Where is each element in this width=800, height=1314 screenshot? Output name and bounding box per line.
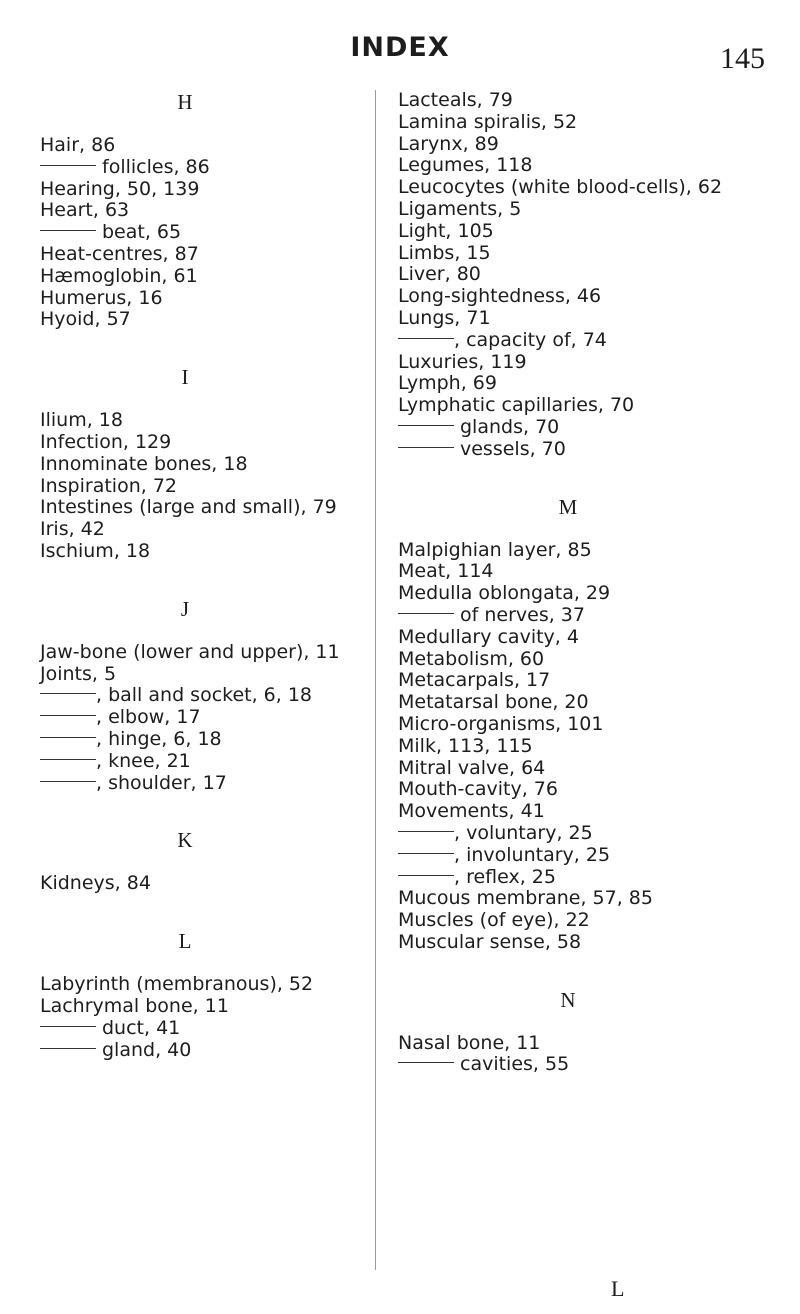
entry-text: Lamina spiralis, 52 xyxy=(398,110,578,133)
signature-mark: L xyxy=(611,1276,625,1301)
section-letter: N xyxy=(560,987,576,1012)
index-entry xyxy=(398,932,788,954)
entry-text: gland, 40 xyxy=(102,1038,192,1061)
entry-text: Micro-organisms, 101 xyxy=(398,712,604,735)
entry-text: , shoulder, 17 xyxy=(96,771,227,794)
ditto-dash xyxy=(40,1026,96,1027)
index-entry xyxy=(398,649,788,671)
section-letter: K xyxy=(177,828,193,853)
index-entry xyxy=(40,135,370,157)
index-subentry xyxy=(398,330,788,352)
entry-text: duct, 41 xyxy=(102,1016,181,1039)
section-letter: J xyxy=(180,596,190,621)
index-subentry xyxy=(40,751,370,773)
index-entry xyxy=(398,758,788,780)
entry-text: Iris, 42 xyxy=(40,518,105,541)
entry-text: Ischium, 18 xyxy=(40,539,151,562)
entry-text: Mucous membrane, 57, 85 xyxy=(398,887,653,910)
ditto-dash xyxy=(40,715,96,716)
entry-text: , hinge, 6, 18 xyxy=(96,727,222,750)
section-letter: L xyxy=(178,929,192,954)
entry-text: Liver, 80 xyxy=(398,263,481,286)
ditto-dash xyxy=(40,781,96,782)
entry-text: beat, 65 xyxy=(102,221,182,244)
entry-text: Ligaments, 5 xyxy=(398,197,522,220)
entry-text: follicles, 86 xyxy=(102,155,210,178)
entry-text: Lungs, 71 xyxy=(398,306,491,329)
ditto-dash xyxy=(40,693,96,694)
index-entry xyxy=(40,996,370,1018)
entry-text: , reflex, 25 xyxy=(454,865,556,888)
index-entry xyxy=(40,244,370,266)
ditto-dash xyxy=(398,338,454,339)
index-subentry xyxy=(398,823,788,845)
ditto-dash xyxy=(398,853,454,854)
entry-text: , knee, 21 xyxy=(96,749,191,772)
index-entry xyxy=(398,692,788,714)
index-entry xyxy=(398,1033,788,1055)
index-subentry xyxy=(398,1054,788,1076)
index-entry xyxy=(398,134,788,156)
entry-text: Innominate bones, 18 xyxy=(40,452,248,475)
index-entry xyxy=(398,540,788,562)
entry-text: Movements, 41 xyxy=(398,800,545,823)
right-column xyxy=(398,90,788,1076)
index-entry xyxy=(398,177,788,199)
index-subentry xyxy=(40,222,370,244)
entry-text: vessels, 70 xyxy=(460,437,566,460)
section-letter: M xyxy=(558,494,578,519)
index-entry xyxy=(40,179,370,201)
ditto-dash xyxy=(398,613,454,614)
index-entry xyxy=(398,308,788,330)
entry-text: Limbs, 15 xyxy=(398,241,491,264)
index-entry xyxy=(398,155,788,177)
entry-text: , elbow, 17 xyxy=(96,706,201,729)
index-entry xyxy=(40,200,370,222)
entry-text: Joints, 5 xyxy=(40,662,117,685)
entry-text: Hair, 86 xyxy=(40,134,116,156)
index-entry xyxy=(398,779,788,801)
index-section xyxy=(40,90,370,331)
index-entry xyxy=(398,243,788,265)
entry-text: Malpighian layer, 85 xyxy=(398,538,592,561)
entry-text: glands, 70 xyxy=(460,415,560,438)
index-subentry xyxy=(40,685,370,707)
entry-text: Long-sightedness, 46 xyxy=(398,285,602,308)
entry-text: Intestines (large and small), 79 xyxy=(40,496,337,519)
index-entry xyxy=(40,974,370,996)
index-entry xyxy=(398,199,788,221)
entry-text: Leucocytes (white blood-cells), 62 xyxy=(398,176,723,199)
index-entry xyxy=(398,395,788,417)
index-entry xyxy=(40,410,370,432)
index-entry xyxy=(398,90,788,112)
index-entry xyxy=(398,910,788,932)
entry-text: Metacarpals, 17 xyxy=(398,669,551,692)
ditto-dash xyxy=(398,447,454,448)
index-entry xyxy=(40,476,370,498)
index-entry xyxy=(40,642,370,664)
section-letter: H xyxy=(177,90,193,114)
index-section xyxy=(40,828,370,895)
left-column xyxy=(40,90,370,1061)
ditto-dash xyxy=(40,759,96,760)
index-subentry xyxy=(40,1018,370,1040)
entry-text: Lymph, 69 xyxy=(398,372,497,395)
index-section xyxy=(398,495,788,954)
index-entry xyxy=(40,309,370,331)
entry-text: Heart, 63 xyxy=(40,199,130,222)
entry-text: Meat, 114 xyxy=(398,560,494,583)
entry-text: Inspiration, 72 xyxy=(40,474,177,497)
section-letter: I xyxy=(181,365,189,390)
index-section xyxy=(40,365,370,563)
index-entry xyxy=(398,373,788,395)
index-entry xyxy=(398,561,788,583)
index-entry xyxy=(40,497,370,519)
entry-text: Medullary cavity, 4 xyxy=(398,625,579,648)
index-entry xyxy=(398,670,788,692)
index-subentry xyxy=(398,439,788,461)
column-divider xyxy=(375,90,376,1270)
ditto-dash xyxy=(398,875,454,876)
entry-text: of nerves, 37 xyxy=(460,603,585,626)
index-subentry xyxy=(40,773,370,795)
entry-text: Mitral valve, 64 xyxy=(398,756,546,779)
ditto-dash xyxy=(40,1048,96,1049)
entry-text: Jaw-bone (lower and upper), 11 xyxy=(40,640,340,663)
ditto-dash xyxy=(40,230,96,231)
entry-text: , capacity of, 74 xyxy=(454,328,607,351)
index-entry xyxy=(398,801,788,823)
entry-text: Kidneys, 84 xyxy=(40,872,151,895)
entry-text: Nasal bone, 11 xyxy=(398,1031,541,1054)
index-section xyxy=(398,988,788,1077)
index-entry xyxy=(40,519,370,541)
ditto-dash xyxy=(398,1062,454,1063)
index-entry xyxy=(40,454,370,476)
index-entry xyxy=(398,221,788,243)
index-section xyxy=(40,597,370,795)
entry-text: , voluntary, 25 xyxy=(454,821,593,844)
index-subentry xyxy=(40,157,370,179)
index-entry xyxy=(398,583,788,605)
index-subentry xyxy=(40,707,370,729)
entry-text: , ball and socket, 6, 18 xyxy=(96,684,313,707)
index-entry xyxy=(398,352,788,374)
index-subentry xyxy=(398,417,788,439)
index-entry xyxy=(398,736,788,758)
entry-text: Legumes, 118 xyxy=(398,154,533,177)
entry-text: Light, 105 xyxy=(398,219,494,242)
entry-text: Labyrinth (membranous), 52 xyxy=(40,973,314,996)
index-entry xyxy=(40,664,370,686)
index-subentry xyxy=(40,1040,370,1062)
index-entry xyxy=(398,286,788,308)
ditto-dash xyxy=(40,165,96,166)
entry-text: cavities, 55 xyxy=(460,1053,570,1076)
index-entry xyxy=(398,888,788,910)
entry-text: Mouth-cavity, 76 xyxy=(398,778,558,801)
index-entry xyxy=(398,714,788,736)
entry-text: Hæmoglobin, 61 xyxy=(40,264,198,287)
entry-text: Heat-centres, 87 xyxy=(40,242,199,265)
index-entry xyxy=(40,873,370,895)
entry-text: Infection, 129 xyxy=(40,430,172,453)
index-entry xyxy=(398,112,788,134)
index-entry xyxy=(40,288,370,310)
index-subentry xyxy=(398,845,788,867)
entry-text: Muscular sense, 58 xyxy=(398,930,582,953)
index-subentry xyxy=(398,605,788,627)
ditto-dash xyxy=(40,737,96,738)
entry-text: Metabolism, 60 xyxy=(398,647,545,670)
entry-text: Humerus, 16 xyxy=(40,286,163,309)
index-entry xyxy=(398,264,788,286)
entry-text: Medulla oblongata, 29 xyxy=(398,582,611,605)
ditto-dash xyxy=(398,425,454,426)
entry-text: Ilium, 18 xyxy=(40,409,123,432)
index-entry xyxy=(40,541,370,563)
index-section xyxy=(40,929,370,1061)
index-subentry xyxy=(398,867,788,889)
entry-text: Hyoid, 57 xyxy=(40,308,131,331)
entry-text: Lymphatic capillaries, 70 xyxy=(398,394,635,417)
index-entry xyxy=(40,266,370,288)
entry-text: , involuntary, 25 xyxy=(454,843,611,866)
entry-text: Luxuries, 119 xyxy=(398,350,527,373)
entry-text: Metatarsal bone, 20 xyxy=(398,691,589,714)
page-number: 145 xyxy=(720,42,765,75)
index-entry xyxy=(40,432,370,454)
page-title: INDEX xyxy=(350,32,450,63)
entry-text: Milk, 113, 115 xyxy=(398,734,533,757)
index-subentry xyxy=(40,729,370,751)
entry-text: Lachrymal bone, 11 xyxy=(40,994,229,1017)
entry-text: Hearing, 50, 139 xyxy=(40,177,200,200)
ditto-dash xyxy=(398,831,454,832)
entry-text: Larynx, 89 xyxy=(398,132,499,155)
entry-text: Muscles (of eye), 22 xyxy=(398,909,590,932)
index-entry xyxy=(398,627,788,649)
entry-text: Lacteals, 79 xyxy=(398,89,513,111)
index-section xyxy=(398,90,788,461)
